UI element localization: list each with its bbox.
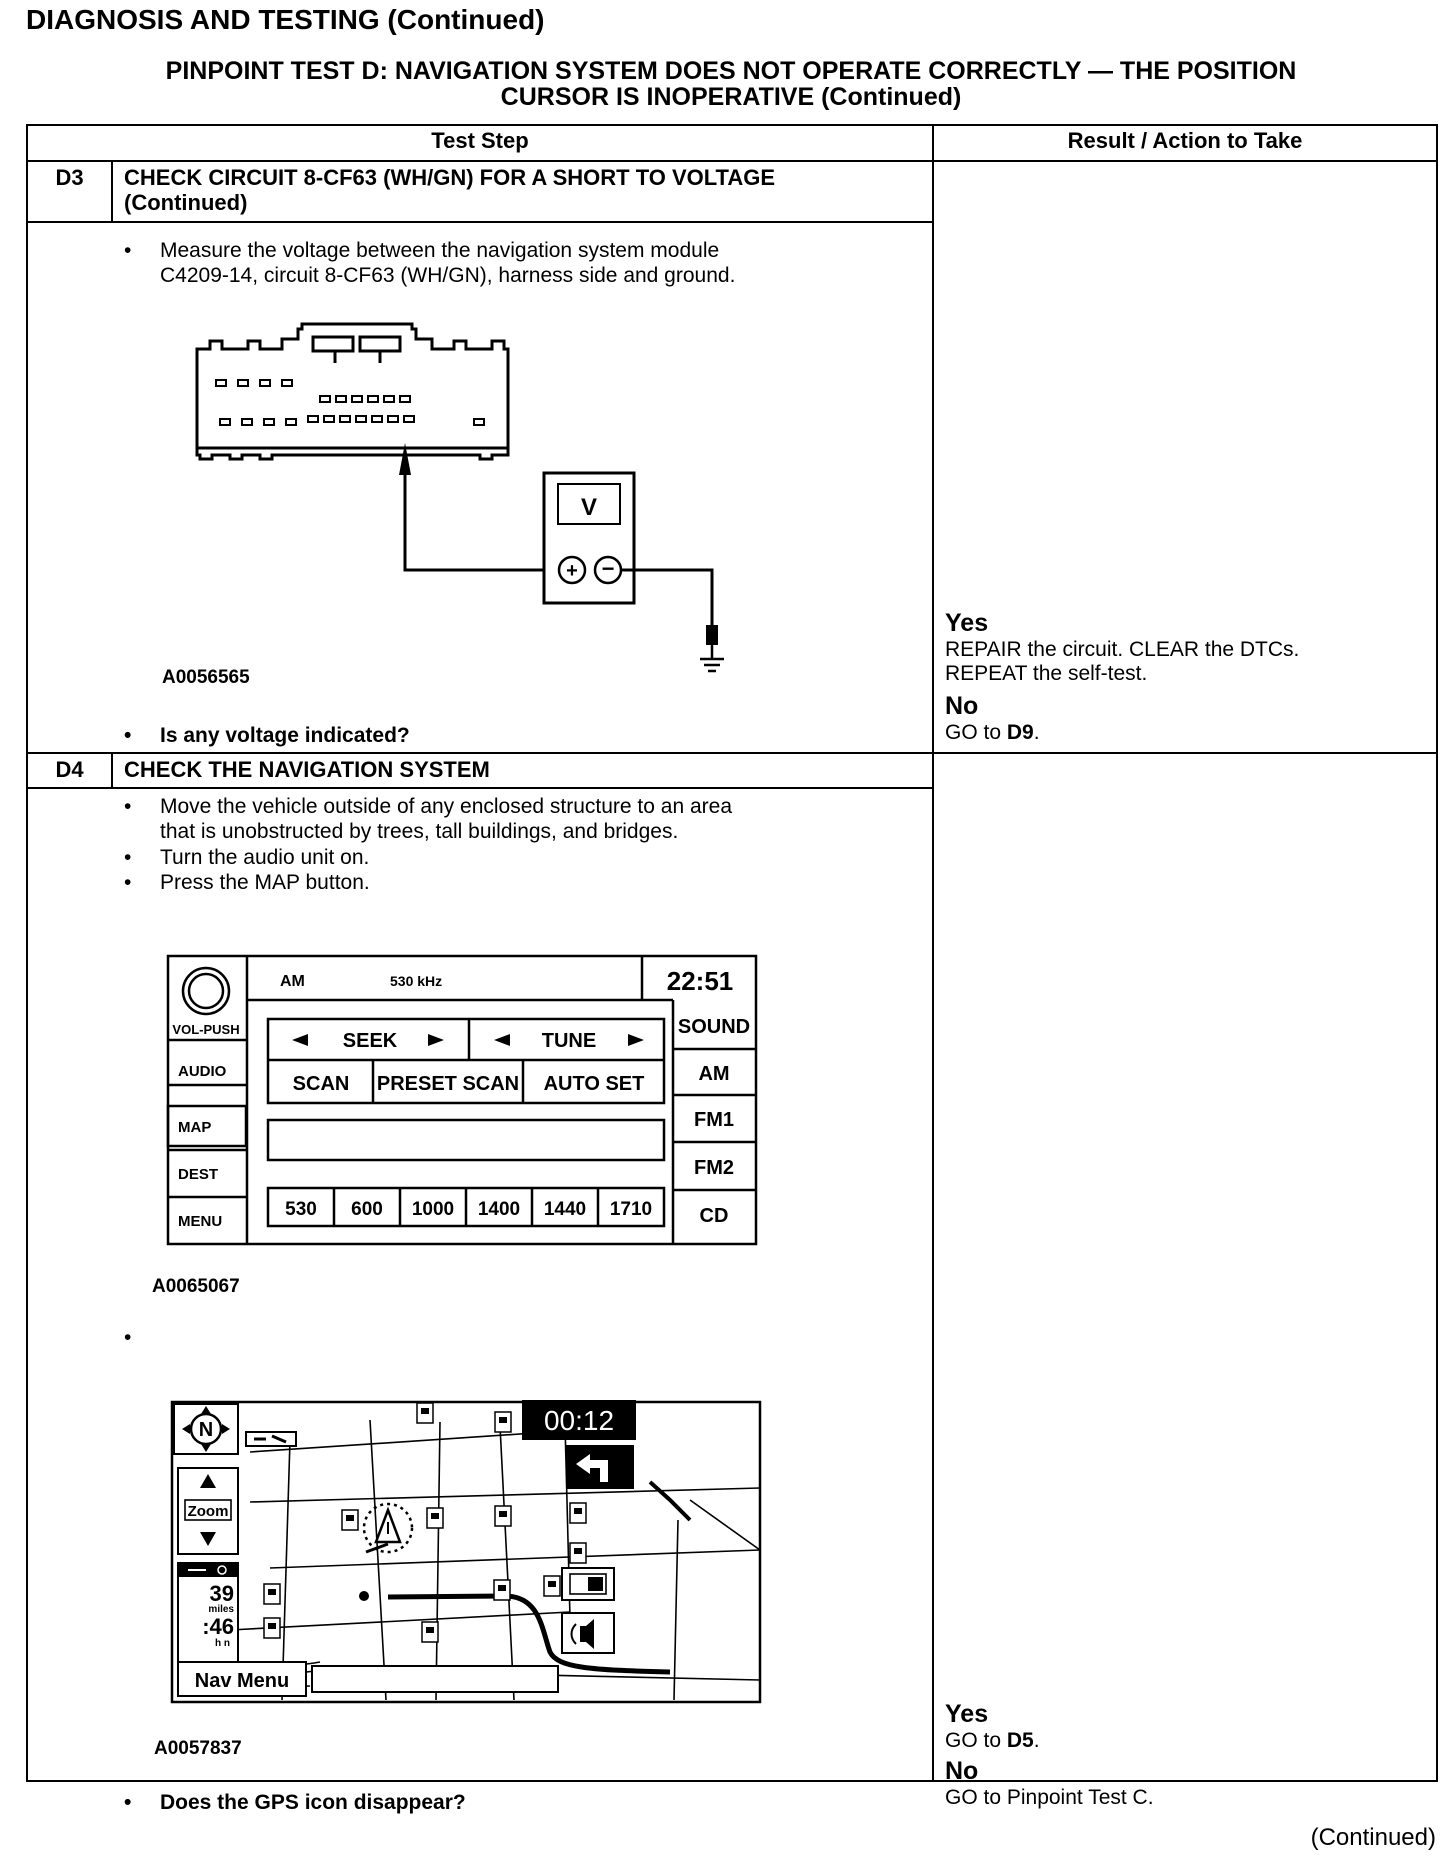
step-title-d3-line2: (Continued): [124, 190, 248, 215]
nav-street-bar: [312, 1666, 558, 1692]
preset-1: 530: [285, 1199, 317, 1220]
zoom-label: Zoom: [187, 1503, 229, 1520]
auto-set-button: AUTO SET: [543, 1073, 645, 1095]
display-toggle-icon: [588, 1577, 603, 1591]
ground-lead: [621, 570, 724, 671]
figure-id-a0065067: A0065067: [152, 1276, 240, 1297]
bullet-dot: •: [124, 795, 132, 818]
connector-voltmeter-figure: [180, 315, 740, 695]
nav-clock: 00:12: [543, 1405, 615, 1436]
am-button: AM: [698, 1063, 730, 1085]
col-header-test-step: Test Step: [431, 128, 529, 153]
d3-instruction-line2: C4209-14, circuit 8-CF63 (WH/GN), harness side and ground.: [160, 264, 736, 287]
preset-scan-button: PRESET SCAN: [376, 1073, 520, 1095]
step-title-d3: [124, 165, 775, 215]
d4-instruction-1-line1: Move the vehicle outside of any enclosed structure to an area: [160, 795, 733, 818]
radio-clock: 22:51: [666, 966, 734, 996]
navigation-map-figure: [170, 1400, 762, 1704]
compass-heading: N: [198, 1419, 214, 1441]
d4-question-text: Does the GPS icon disappear?: [160, 1791, 466, 1814]
connector-pins: [216, 380, 484, 425]
svg-text:+: +: [566, 560, 578, 582]
d3-no-target: D9: [1006, 721, 1034, 744]
time-units: h n: [215, 1638, 230, 1649]
svg-text:−: −: [601, 556, 615, 581]
time-value: :46: [202, 1614, 234, 1639]
seek-label: SEEK: [342, 1030, 398, 1052]
d4-instruction-2-text: Turn the audio unit on.: [160, 846, 370, 869]
d3-yes-line1: REPAIR the circuit. CLEAR the DTCs.: [945, 638, 1300, 661]
fm1-button: FM1: [694, 1109, 734, 1131]
d4-result: [945, 1700, 1154, 1810]
bullet-dot: •: [124, 1791, 132, 1814]
scan-button: SCAN: [292, 1073, 350, 1095]
figure-id-a0056565: A0056565: [162, 667, 250, 688]
step-id-d3: D3: [55, 165, 84, 190]
cd-button: CD: [699, 1205, 729, 1227]
nav-menu-button: Nav Menu: [194, 1670, 290, 1692]
bullet-dot: •: [124, 724, 132, 747]
preset-4: 1400: [477, 1199, 521, 1220]
d3-no-action: GO to D9.: [945, 721, 1040, 744]
d4-instruction-1-line2: that is unobstructed by trees, tall buildings, and bridges.: [160, 820, 679, 843]
d4-yes-action: GO to D5.: [945, 1729, 1040, 1752]
tune-label: TUNE: [541, 1030, 597, 1052]
radio-map-button: MAP: [178, 1119, 212, 1136]
radio-band: AM: [280, 973, 305, 990]
distance-value: 39: [209, 1581, 234, 1606]
d3-yes-line2: REPEAT the self-test.: [945, 662, 1148, 685]
bullet-dot: •: [124, 846, 132, 869]
d3-question: [124, 723, 924, 749]
bullet-dot: •: [124, 239, 132, 262]
d4-no-action: GO to Pinpoint Test C.: [945, 1786, 1154, 1809]
d4-empty-bullet: [124, 1325, 164, 1351]
d4-question: [124, 1790, 924, 1816]
d4-instruction-3: [124, 870, 924, 896]
connector-c4209: [197, 324, 508, 459]
d4-no-label: No: [945, 1757, 979, 1785]
sound-button: SOUND: [677, 1016, 751, 1038]
d3-no-label: No: [945, 692, 979, 720]
radio-menu-button: MENU: [178, 1213, 223, 1230]
pinpoint-test-title: [26, 58, 1436, 110]
preset-5: 1440: [543, 1199, 587, 1220]
d3-question-text: Is any voltage indicated?: [160, 724, 410, 747]
preset-3: 1000: [411, 1199, 455, 1220]
d3-instruction-line1: Measure the voltage between the navigation system module: [160, 239, 720, 262]
bullet-dot: •: [124, 871, 132, 894]
preset-6: 1710: [609, 1199, 653, 1220]
vol-push-knob: VOL-PUSH: [172, 1022, 240, 1037]
step-title-d3-line1: CHECK CIRCUIT 8-CF63 (WH/GN) FOR A SHORT TO VOLTAGE: [124, 165, 776, 190]
d4-yes-target: D5: [1006, 1729, 1034, 1752]
figure-id-a0057837: A0057837: [154, 1738, 242, 1759]
page-title: DIAGNOSIS AND TESTING (Continued): [26, 4, 545, 35]
step-id-d4: D4: [55, 757, 84, 782]
voltmeter-readout: V: [580, 494, 598, 521]
bullet-dot: •: [124, 1326, 132, 1349]
pinpoint-title-line1: PINPOINT TEST D: NAVIGATION SYSTEM DOES NOT OPERATE CORRECTLY — THE POSITION: [165, 57, 1297, 85]
pinpoint-title-line2: CURSOR IS INOPERATIVE (Continued): [500, 83, 962, 111]
d3-instruction: [124, 238, 924, 290]
continued-label: (Continued): [1310, 1824, 1436, 1851]
d4-yes-label: Yes: [945, 1700, 989, 1728]
radio-dest-button: DEST: [178, 1166, 219, 1183]
audio-unit-figure: [166, 954, 758, 1246]
voltmeter: [544, 473, 634, 603]
d4-instruction-2: [124, 845, 924, 871]
preset-2: 600: [351, 1199, 383, 1220]
d4-instruction-3-text: Press the MAP button.: [160, 871, 370, 894]
d3-result: [945, 609, 1299, 745]
d3-yes-label: Yes: [945, 609, 989, 637]
col-header-result: Result / Action to Take: [1067, 128, 1303, 153]
step-title-d4: CHECK THE NAVIGATION SYSTEM: [124, 757, 490, 782]
radio-frequency: 530 kHz: [390, 973, 443, 989]
d4-instruction-1: [124, 794, 924, 846]
radio-audio-button: AUDIO: [178, 1063, 227, 1080]
fm2-button: FM2: [694, 1157, 734, 1179]
distance-unit: miles: [208, 1604, 234, 1615]
